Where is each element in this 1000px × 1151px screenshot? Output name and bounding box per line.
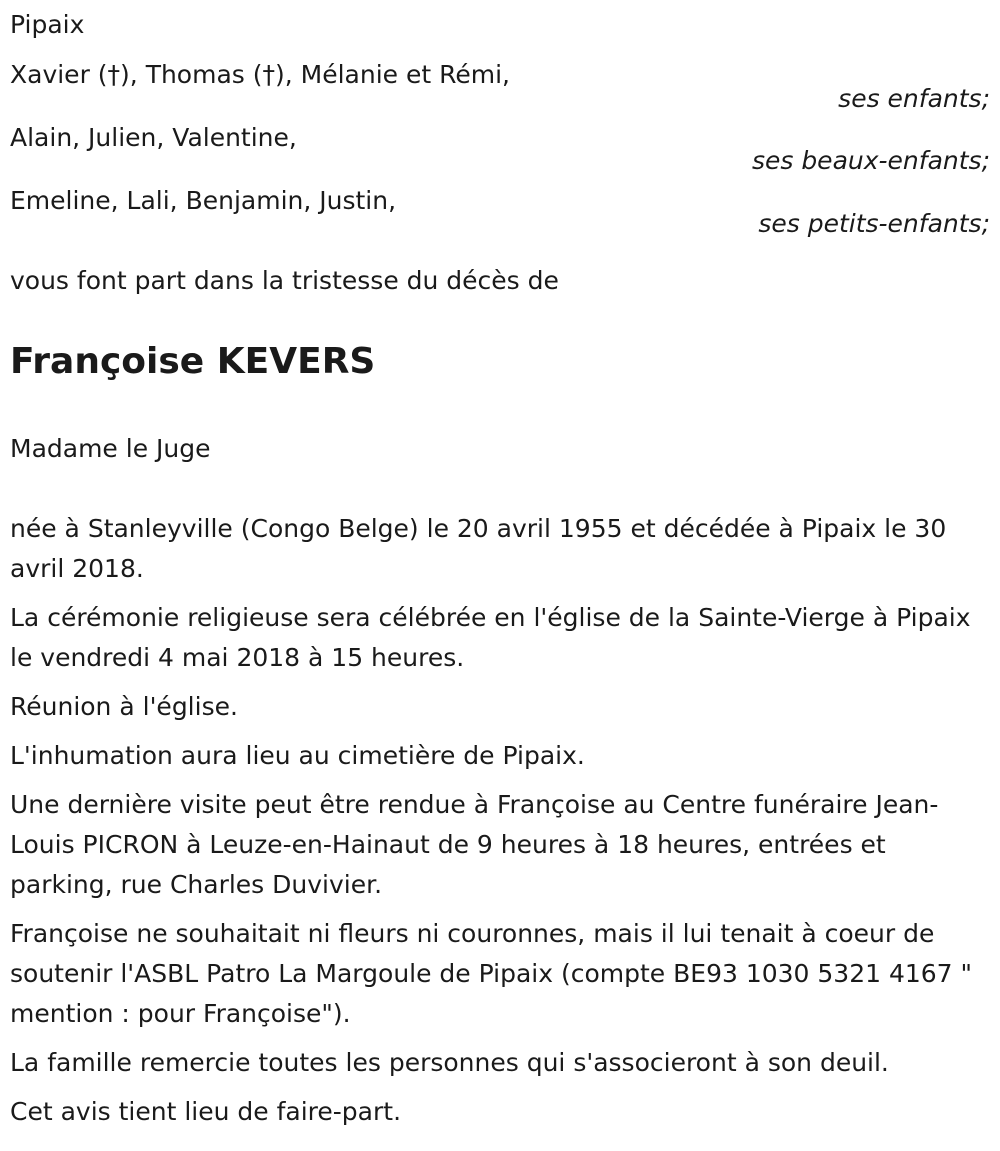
family-names-grandchildren: Emeline, Lali, Benjamin, Justin, (10, 186, 397, 215)
deceased-title: Madame le Juge (10, 434, 211, 463)
closing-paragraph: Cet avis tient lieu de faire-part. (10, 1097, 402, 1126)
deceased-name: Françoise KEVERS (10, 341, 376, 382)
notice-body (10, 509, 990, 1141)
birth-death-paragraph: née à Stanleyville (Congo Belge) le 20 avril 1955 et décédée à Pipaix le 30 avril 2018. (10, 514, 947, 583)
family-role-children: ses enfants; (838, 84, 990, 113)
family-role-in-laws: ses beaux-enfants; (751, 146, 990, 175)
family-names-children: Xavier (†), Thomas (†), Mélanie et Rémi, (10, 60, 510, 89)
family-role-grandchildren: ses petits-enfants; (758, 209, 990, 238)
burial-paragraph: L'inhumation aura lieu au cimetière de Pipaix. (10, 741, 585, 770)
meeting-paragraph: Réunion à l'église. (10, 692, 238, 721)
thanks-paragraph: La famille remercie toutes les personnes qui s'associeront à son deuil. (10, 1048, 889, 1077)
family-names-in-laws: Alain, Julien, Valentine, (10, 123, 297, 152)
announcement-text: vous font part dans la tristesse du décès de (10, 266, 559, 295)
ceremony-paragraph: La cérémonie religieuse sera célébrée en l'église de la Sainte-Vierge à Pipaix le vendredi 4 mai 2018 à 15 heures. (10, 603, 971, 672)
visitation-paragraph: Une dernière visite peut être rendue à Françoise au Centre funéraire Jean-Louis PICRON à Leuze-en-Hainaut de 9 heures à 18 heures, entrées et parking, rue Charles Duvivier. (10, 790, 939, 899)
donation-paragraph: Françoise ne souhaitait ni fleurs ni couronnes, mais il lui tenait à coeur de soutenir l'ASBL Patro La Margoule de Pipaix (compte BE93 1030 5321 4167 " mention : pour Françoise"). (10, 919, 973, 1028)
location-text: Pipaix (10, 10, 85, 39)
